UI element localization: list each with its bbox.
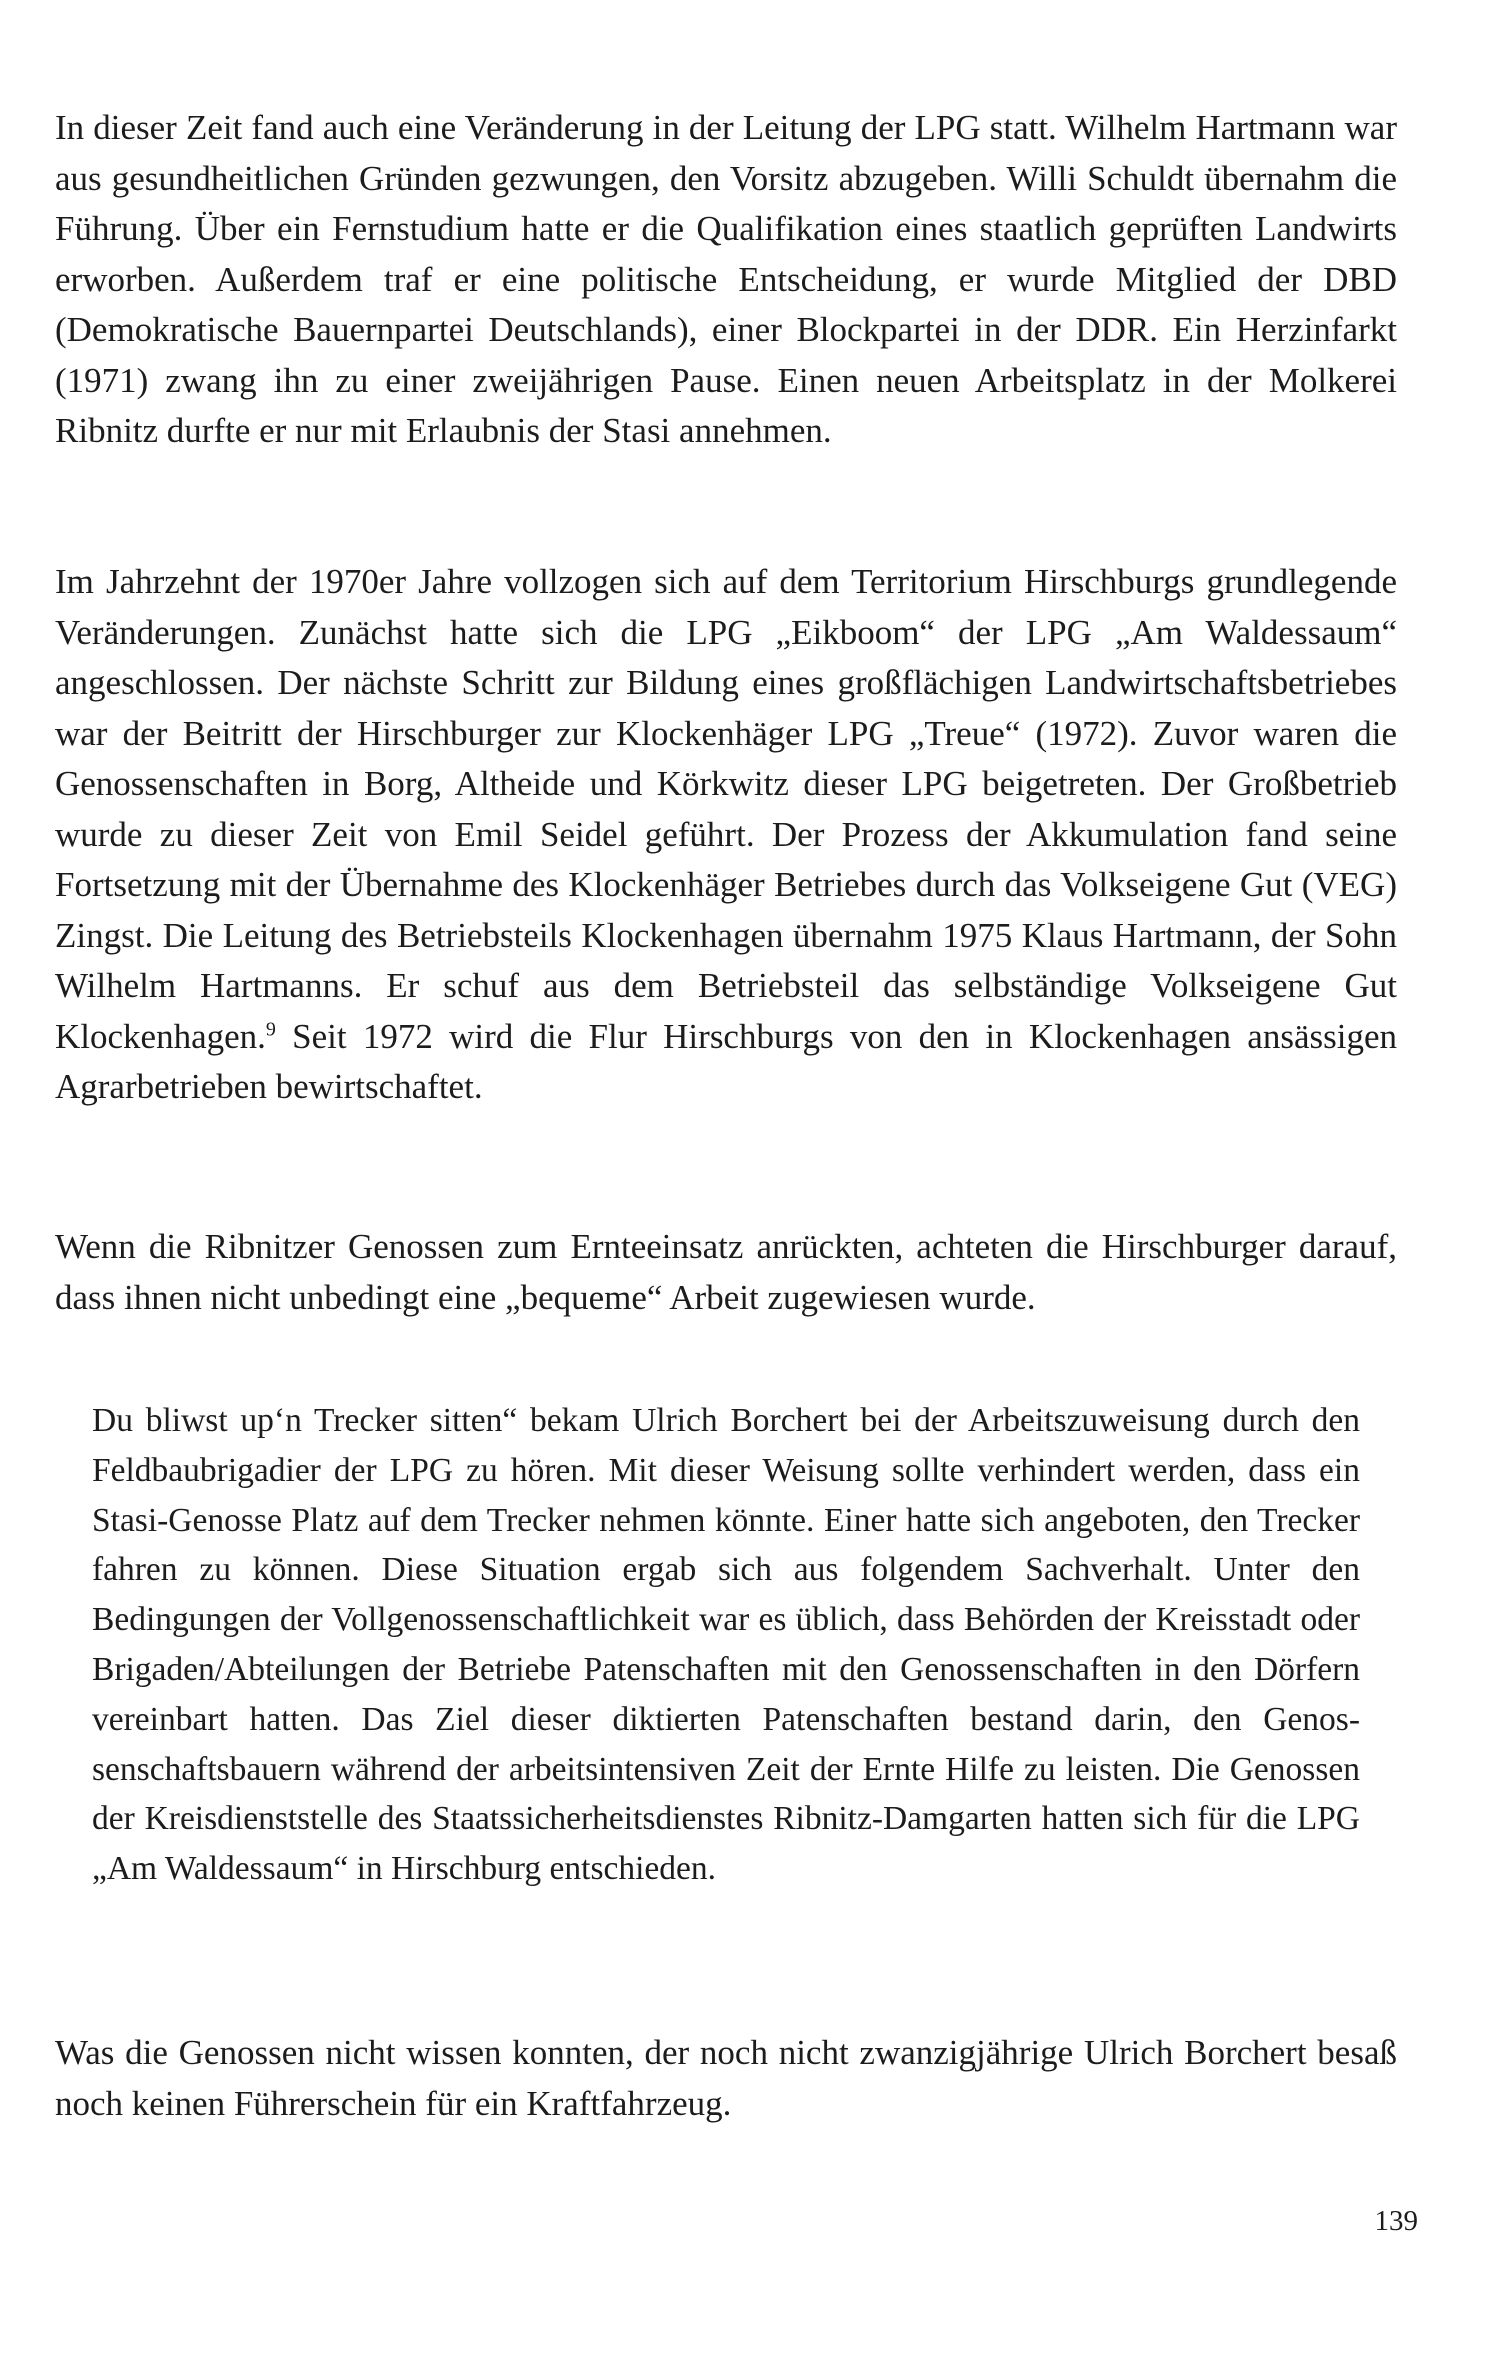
paragraph-drivers-license: Was die Genossen nicht wissen konnten, der noch nicht zwanzigjährige Ulrich Borchert besaß noch keinen Führerschein für ein Kraftfahrzeug.: [55, 2033, 1397, 2123]
page-number: 139: [1374, 2205, 1418, 2237]
paragraph-lpg-leadership: In dieser Zeit fand auch eine Veränderung in der Leitung der LPG statt. Wilhelm Hartmann war aus gesundheitlichen Gründen gezwungen, den Vorsitz abzugeben. Willi Schuldt übernahm die Führung. Über ein Fernstudium hatte er die Qualifikation eines staatlich geprüften Landwirts erworben. Außerdem traf er eine politische Entscheidung, er wurde Mitglied der DBD (Demokratische Bauernpartei Deutschlands), einer Blockpartei in der DDR. Ein Herzinfarkt (1971) zwang ihn zu einer zweijährigen Pause. Einen neuen Arbeitsplatz in der Molkerei Ribnitz durfte er nur mit Erlaubnis der Stasi annehmen.: [55, 108, 1397, 450]
block-quote-trecker: Du bliwst up‘n Trecker sitten“ bekam Ulrich Borchert bei der Arbeitszuweisung durch den Feldbaubrigadier der LPG zu hören. Mit dieser Weisung sollte verhindert werden, dass ein Stasi-Genosse Platz auf dem Trecker nehmen könnte. Einer hatte sich angeboten, den Trecker fahren zu können. Diese Situation ergab sich aus folgendem Sachverhalt. Unter den Bedingungen der Vollgenossenschaftlichkeit war es üblich, dass Behörden der Kreisstadt oder Brigaden/Abteilungen der Betriebe Patenschaften mit den Genossenschaften in den Dörfern vereinbart hatten. Das Ziel dieser diktierten Patenschaften bestand darin, den Genossenschaftsbauern während der arbeitsintensiven Zeit der Ernte Hilfe zu leisten. Die Genossen der Kreisdienststelle des Staatssicherheitsdienstes Ribnitz-Damgarten hatten sich für die LPG „Am Waldessaum“ in Hirschburg entschieden.: [92, 1402, 1360, 1888]
paragraph-harvest-helpers: Wenn die Ribnitzer Genossen zum Ernteeinsatz anrückten, achteten die Hirschburger darauf, dass ihnen nicht unbedingt eine „bequeme“ Arbeit zugewiesen wurde.: [55, 1227, 1397, 1317]
paragraph-1970s-text-start: Im Jahrzehnt der 1970er Jahre vollzogen sich auf dem Territorium Hirschburgs grundlegende Veränderungen. Zunächst hatte sich die LPG „Eikboom“ der LPG „Am Waldessaum“ angeschlossen. Der nächste Schritt zur Bildung eines großflächigen Landwirtschaftsbetriebes war der Beitritt der Hirschburger zur Klockenhäger LPG „Treue“ (1972). Zuvor waren die Genossenschaften in Borg, Altheide und Körkwitz dieser LPG beigetreten. Der Großbetrieb wurde zu dieser Zeit von Emil Seidel geführt. Der Prozess der Akkumulation fand seine Fortsetzung mit der Übernahme des Klockenhäger Betriebes durch das Volkseigene Gut (VEG) Zingst. Die Leitung des Betriebsteils Klockenhagen übernahm 1975 Klaus Hartmann, der Sohn Wilhelm Hartmanns. Er schuf aus dem Betriebsteil das selbständige Volkseigene Gut Klockenhagen.: [55, 562, 1397, 1056]
paragraph-1970s-text-end: Seit 1972 wird die Flur Hirschburgs von den in Klockenhagen ansässigen Agrarbetrieben bewirtschaftet.: [55, 1016, 1397, 1106]
footnote-reference: 9: [265, 1017, 276, 1040]
paragraph-1970s-changes: [55, 557, 1397, 1113]
